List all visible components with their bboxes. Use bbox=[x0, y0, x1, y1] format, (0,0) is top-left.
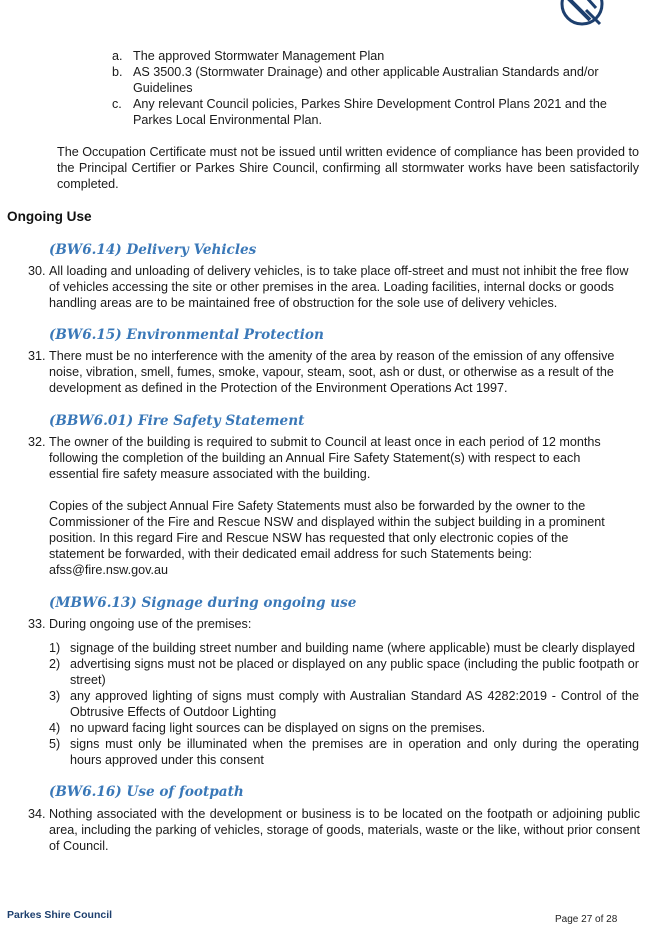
list-item-text: Any relevant Council policies, Parkes Shire Development Control Plans 2021 and the Parkes Local Environmental Plan. bbox=[133, 97, 607, 127]
list-item bbox=[49, 736, 639, 768]
stormwater-requirements-list bbox=[112, 48, 632, 128]
list-marker: 1) bbox=[49, 641, 61, 655]
list-marker: 5) bbox=[49, 737, 61, 751]
footer-organisation: Parkes Shire Council bbox=[7, 909, 113, 921]
list-item-text: The approved Stormwater Management Plan bbox=[133, 49, 385, 63]
condition-heading-fire-safety-statement: (BBW6.01) Fire Safety Statement bbox=[49, 413, 305, 429]
list-item bbox=[49, 720, 639, 736]
list-item-text: no upward facing light sources can be displayed on signs on the premises. bbox=[70, 721, 486, 735]
condition-heading-delivery-vehicles: (BW6.14) Delivery Vehicles bbox=[49, 242, 257, 258]
list-item-text: any approved lighting of signs must comply with Australian Standard AS 4282:2019 - Control of the Obtrusive Effects of Outdoor Lighting bbox=[70, 689, 639, 719]
page-number: Page 27 of 28 bbox=[555, 914, 618, 925]
list-item bbox=[112, 96, 632, 128]
condition-number: 34. bbox=[28, 807, 46, 821]
section-heading: Ongoing Use bbox=[7, 209, 92, 224]
condition-number: 31. bbox=[28, 349, 46, 363]
condition-34 bbox=[28, 806, 640, 854]
list-item bbox=[49, 688, 639, 720]
list-marker: b. bbox=[112, 65, 123, 79]
condition-number: 32. bbox=[28, 435, 46, 449]
condition-heading-use-of-footpath: (BW6.16) Use of footpath bbox=[49, 784, 244, 800]
list-item-text: AS 3500.3 (Stormwater Drainage) and other applicable Australian Standards and/or Guidelines bbox=[133, 65, 599, 95]
list-item-text: signs must only be illuminated when the premises are in operation and only during the operating hours approved under this consent bbox=[70, 737, 639, 767]
list-item-text: signage of the building street number and building name (where applicable) must be clearly displayed bbox=[70, 641, 635, 655]
condition-text: All loading and unloading of delivery vehicles, is to take place off-street and must not inhibit the free flow of vehicles accessing the site or other premises in the area. Loading facilities, internal docks or goods handling areas are to be maintained free of obstruction for the sole use of delivery vehicles. bbox=[49, 264, 629, 310]
condition-text: Nothing associated with the development or business is to be located on the footpath or adjoining public area, including the parking of vehicles, storage of goods, materials, waste or the like, without prior consent of Council. bbox=[49, 807, 640, 853]
condition-heading-environmental-protection: (BW6.15) Environmental Protection bbox=[49, 327, 324, 343]
condition-30 bbox=[28, 263, 640, 311]
list-marker: 2) bbox=[49, 657, 61, 671]
list-item bbox=[112, 64, 632, 96]
condition-text: During ongoing use of the premises: bbox=[49, 617, 252, 631]
list-item bbox=[49, 656, 639, 688]
condition-heading-signage: (MBW6.13) Signage during ongoing use bbox=[49, 595, 357, 611]
list-item-text: advertising signs must not be placed or displayed on any public space (including the public footpath or street) bbox=[70, 657, 639, 687]
list-marker: 3) bbox=[49, 689, 61, 703]
list-marker: c. bbox=[112, 97, 122, 111]
list-item bbox=[112, 48, 632, 64]
condition-text: There must be no interference with the amenity of the area by reason of the emission of any offensive noise, vibration, smell, fumes, smoke, vapour, steam, soot, ash or dust, or otherwise as a result of the development as defined in the Protection of the Environment Operations Act 1997. bbox=[49, 349, 615, 395]
condition-number: 30. bbox=[28, 264, 46, 278]
list-marker: a. bbox=[112, 49, 123, 63]
condition-text: The owner of the building is required to submit to Council at least once in each period of 12 months following the completion of the building an Annual Fire Safety Statement(s) with respect to each essential fire safety measure associated with the building. bbox=[49, 435, 601, 481]
condition-32 bbox=[28, 434, 624, 578]
condition-31 bbox=[28, 348, 640, 396]
list-item bbox=[49, 640, 639, 656]
list-marker: 4) bbox=[49, 721, 61, 735]
condition-number: 33. bbox=[28, 617, 46, 631]
signage-requirements-list bbox=[49, 640, 639, 768]
occupation-certificate-paragraph: The Occupation Certificate must not be issued until written evidence of compliance has been provided to the Principal Certifier or Parkes Shire Council, confirming all stormwater works have been satisfactorily completed. bbox=[57, 145, 639, 191]
condition-text-continued: Copies of the subject Annual Fire Safety Statements must also be forwarded by the owner to the Commissioner of the Fire and Rescue NSW and displayed within the subject building in a prominent position. In this regard Fire and Rescue NSW has requested that only electronic copies of the statement be forwarded, with their dedicated email address for such Statements being: afss@fire.nsw.gov.au bbox=[49, 499, 605, 577]
condition-33 bbox=[28, 616, 640, 632]
council-logo-icon bbox=[556, 0, 608, 36]
